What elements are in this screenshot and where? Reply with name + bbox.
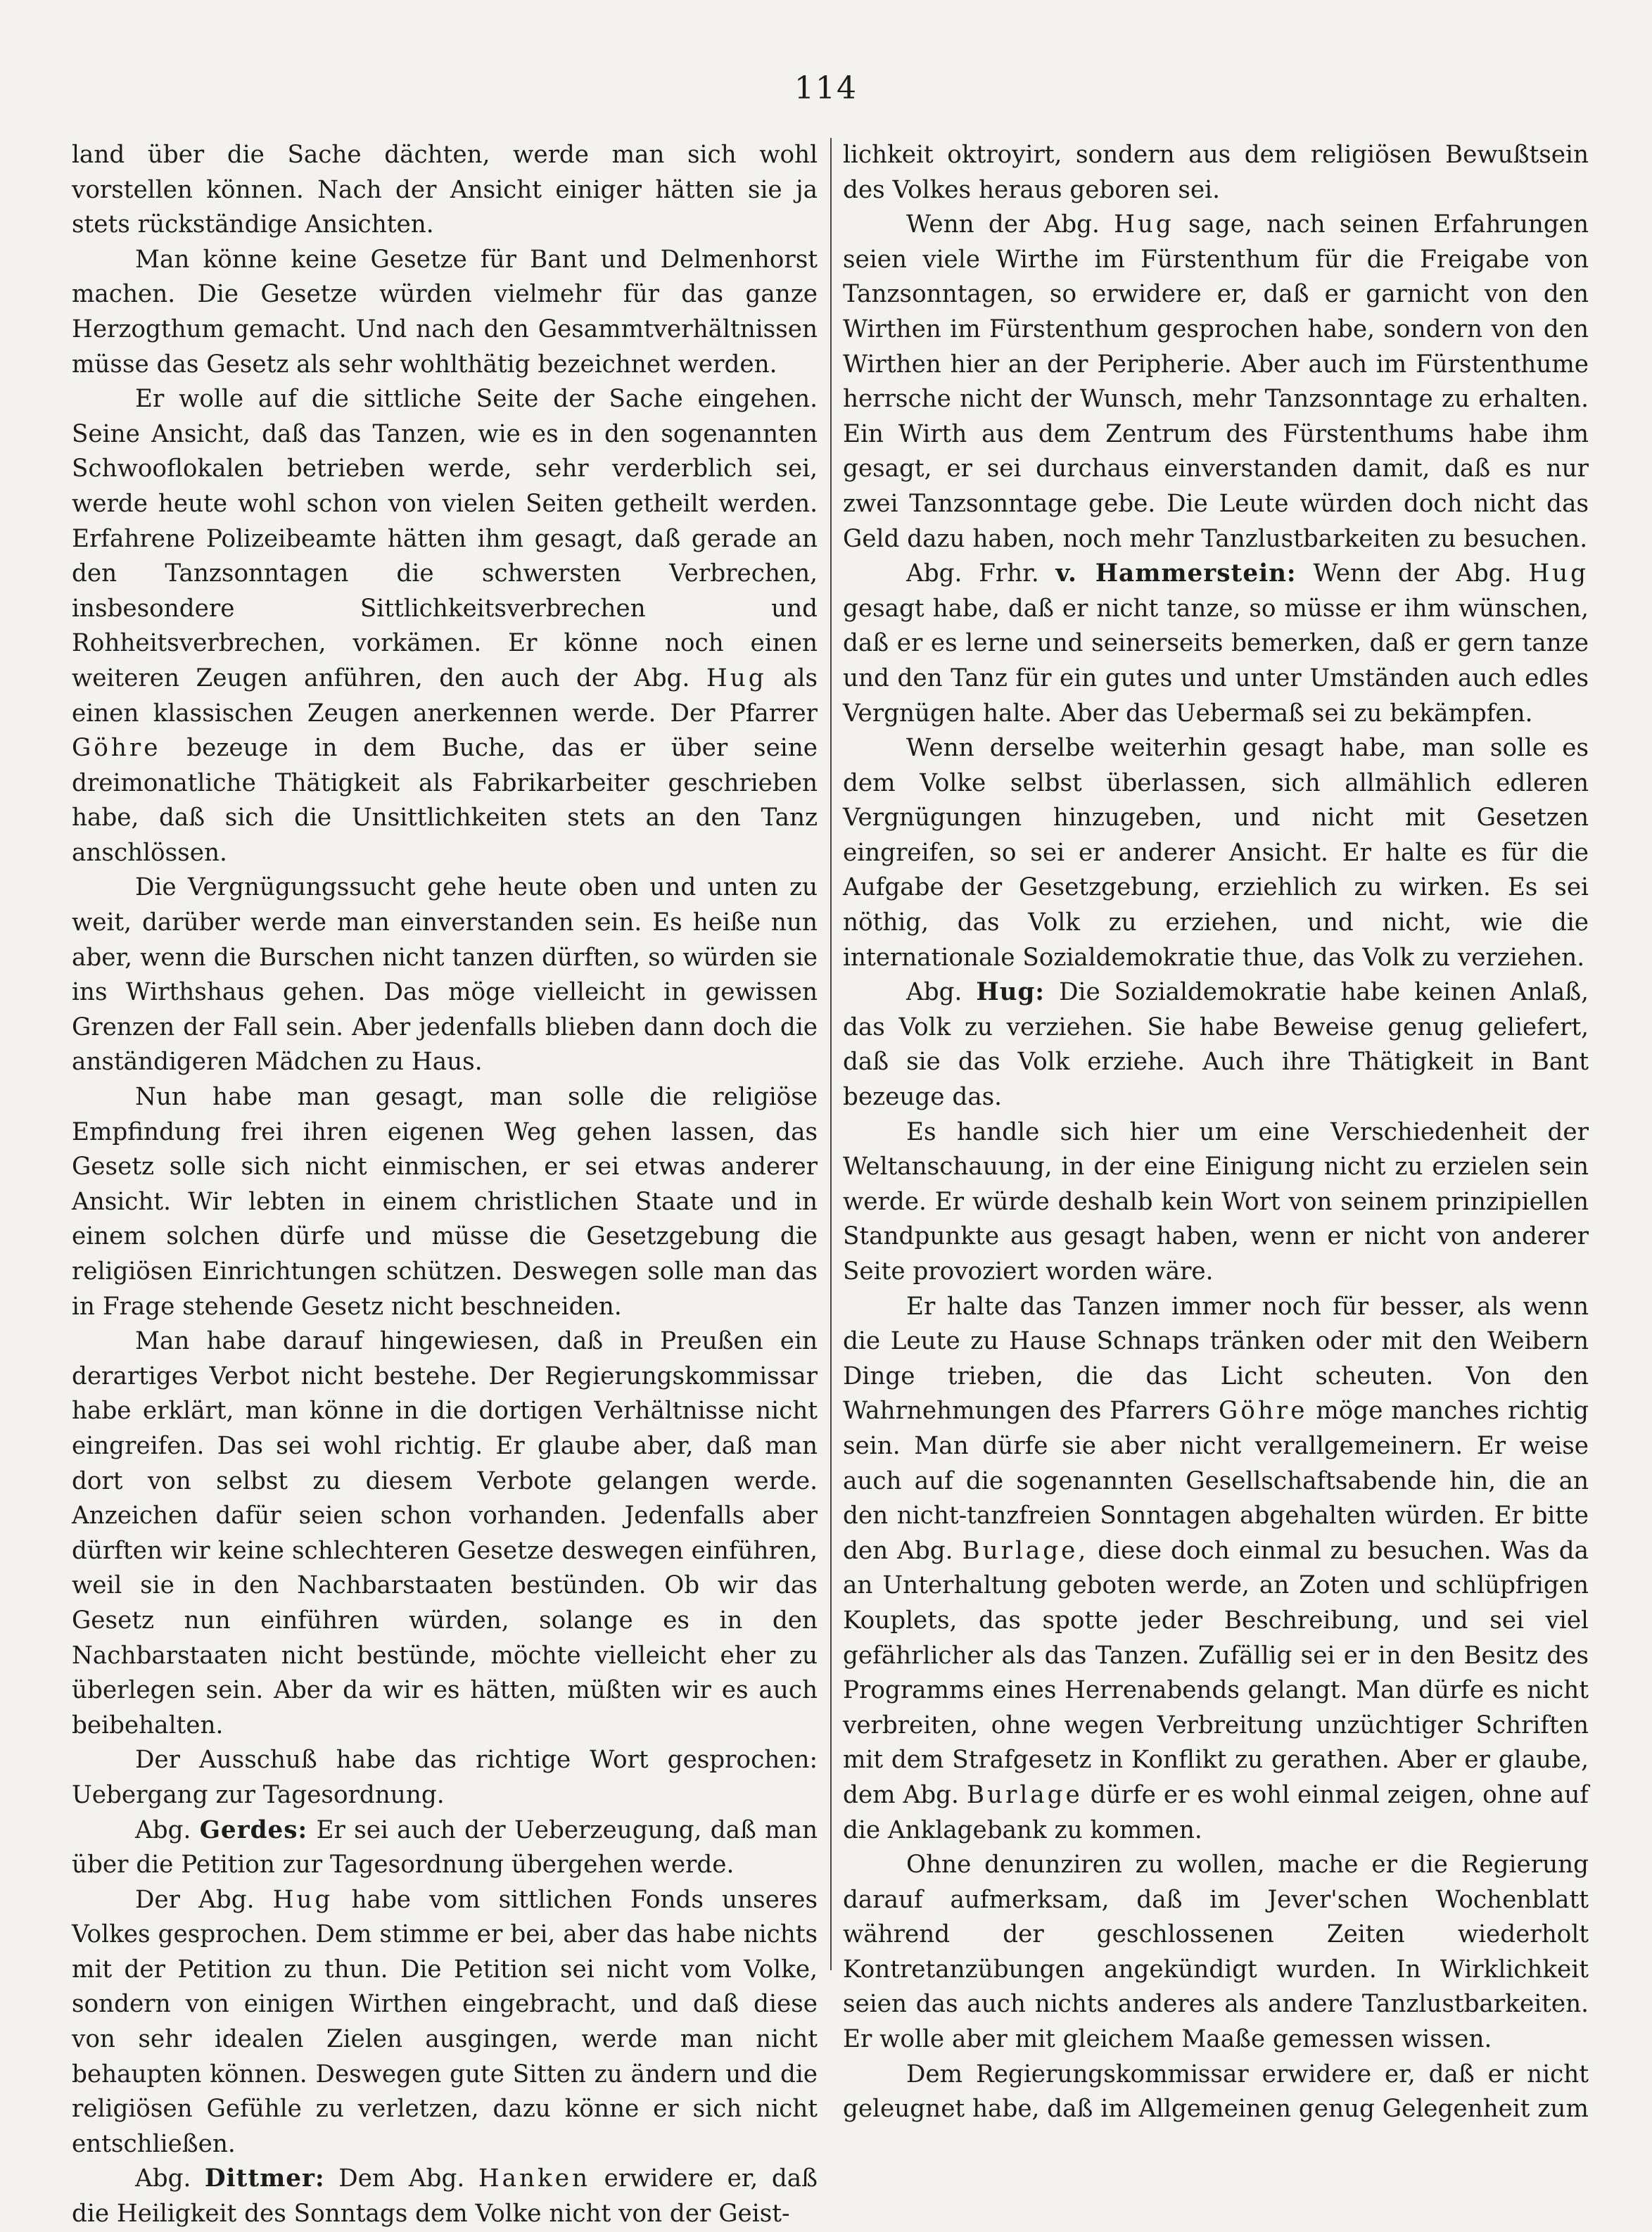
paragraph: Ohne denunziren zu wollen, mache er die Regierung darauf aufmerksam, daß im Jever'schen Wochenblatt während der geschlossenen Zeiten wiederholt Kontretanzübungen angekündigt wurden. In Wirklichkeit seien das auch nichts anderes als andere Tanzlustbarkeiten. Er wolle aber mit gleichem Maaße gemessen wissen. [843,1851,1589,2054]
page-number: 114 [794,70,858,106]
column-divider [830,138,832,1970]
paragraph: Man habe darauf hingewiesen, daß in Preußen ein derartiges Verbot nicht bestehe. Der Regierungskommissar habe erklärt, man könne in die dortigen Verhältnisse nicht eingreifen. Das sei wohl richtig. Er glaube aber, daß man dort von selbst zu diesem Verbote gelangen werde. Anzeichen dafür seien schon vorhanden. Jedenfalls aber dürften wir keine schlechteren Gesetze deswegen einführen, weil sie in den Nachbarstaaten bestünden. Ob wir das Gesetz nun einführen würden, solange es in den Nachbarstaaten nicht bestünde, möchte vielleicht eher zu überlegen sein. Aber da wir es hätten, müßten wir es auch beibehalten. [72,1327,818,1739]
person-name: Hug [1114,210,1174,239]
paragraph: Wenn der Abg. Hug sage, nach seinen Erfahrungen seien viele Wirthe im Fürstenthum für die Freigabe von Tanzsonntagen, so erwidere er, daß er garnicht von den Wirthen im Fürstenthum gesprochen habe, sondern von den Wirthen hier an der Peripherie. Aber auch im Fürstenthume herrsche nicht der Wunsch, mehr Tanzsonntage zu erhalten. Ein Wirth aus dem Zentrum des Fürstenthums habe ihm gesagt, er sei durchaus einverstanden damit, daß es nur zwei Tanzsonntage gebe. Die Leute würden doch nicht das Geld dazu haben, noch mehr Tanzlustbarkeiten zu besuchen. [843,210,1589,553]
paragraph: Man könne keine Gesetze für Bant und Delmenhorst machen. Die Gesetze würden vielmehr für das ganze Herzogthum gemacht. Und nach den Gesammtverhältnissen müsse das Gesetz als sehr wohlthätig bezeichnet werden. [72,245,818,379]
right-column [843,138,1589,2124]
person-name: Hanken [478,2164,590,2193]
person-name: Hug [272,1885,333,1914]
speaker-name: v. Hammerstein: [1055,559,1297,588]
person-name: Hug [706,664,767,692]
speaker-name: Dittmer: [204,2164,325,2193]
paragraph: Wenn derselbe weiterhin gesagt habe, man solle es dem Volke selbst überlassen, sich allmählich edleren Vergnügungen hinzugeben, und nicht mit Gesetzen eingreifen, so sei er anderer Ansicht. Er halte es für die Aufgabe der Gesetzgebung, erziehlich zu wirken. Es sei nöthig, das Volk zu erziehen, und nicht, wie die internationale Sozialdemokratie thue, das Volk zu verziehen. [843,734,1589,972]
paragraph: lichkeit oktroyirt, sondern aus dem religiösen Bewußtsein des Volkes heraus geboren sei. [843,141,1589,204]
paragraph: Die Vergnügungssucht gehe heute oben und unten zu weit, darüber werde man einverstanden sein. Es heiße nun aber, wenn die Burschen nicht tanzen dürften, so würden sie ins Wirthshaus gehen. Das möge vielleicht in gewissen Grenzen der Fall sein. Aber jedenfalls blieben dann doch die anständigeren Mädchen zu Haus. [72,873,818,1077]
person-name: Göhre [72,734,161,763]
person-name: Burlage, [962,1536,1089,1565]
paragraph: Es handle sich hier um eine Verschiedenheit der Weltanschauung, in der eine Einigung nicht zu erzielen sein werde. Er würde deshalb kein Wort von seinem prinzipiellen Standpunkte aus gesagt haben, wenn er nicht von anderer Seite provoziert worden wäre. [843,1117,1589,1286]
paragraph: Der Abg. Hug habe vom sittlichen Fonds unseres Volkes gesprochen. Dem stimme er bei, aber das habe nichts mit der Petition zu thun. Die Petition sei nicht vom Volke, sondern von einigen Wirthen eingebracht, und daß diese von sehr idealen Zielen ausgingen, werde man nicht behaupten können. Deswegen gute Sitten zu ändern und die religiösen Gefühle zu verletzen, dazu könne er sich nicht entschließen. [72,1885,818,2158]
speaker-name: Gerdes: [199,1815,308,1844]
paragraph: Dem Regierungskommissar erwidere er, daß er nicht geleugnet habe, daß im Allgemeinen genug Gelegenheit zum [843,2060,1589,2124]
speaker-name: Hug: [976,978,1046,1007]
person-name: Hug [1528,559,1589,588]
paragraph: Er wolle auf die sittliche Seite der Sache eingehen. Seine Ansicht, daß das Tanzen, wie es in den sogenannten Schwooflokalen betrieben werde, sehr verderblich sei, werde heute wohl schon von vielen Seiten getheilt werden. Erfahrene Polizeibeamte hätten ihm gesagt, daß gerade an den Tanzsonntagen die schwersten Verbrechen, insbesondere Sittlichkeitsverbrechen und Rohheitsverbrechen, vorkämen. Er könne noch einen weiteren Zeugen anführen, den auch der Abg. Hug als einen klassischen Zeugen anerkennen werde. Der Pfarrer Göhre bezeuge in dem Buche, das er über seine dreimonatliche Thätigkeit als Fabrikarbeiter geschrieben habe, daß sich die Unsittlichkeiten stets an den Tanz anschlössen. [72,385,818,867]
paragraph: Er halte das Tanzen immer noch für besser, als wenn die Leute zu Hause Schnaps tränken oder mit den Weibern Dinge trieben, die das Licht scheuten. Von den Wahrnehmungen des Pfarrers Göhre möge manches richtig sein. Man dürfe sie aber nicht verallgemeinern. Er weise auch auf die sogenannten Gesellschaftsabende hin, die an den nicht-tanzfreien Sonntagen abgehalten würden. Er bitte den Abg. Burlage, diese doch einmal zu besuchen. Was da an Unterhaltung geboten werde, an Zoten und schlüpfrigen Kouplets, das spotte jeder Beschreibung, und sei viel gefährlicher als das Tanzen. Zufällig sei er in den Besitz des Programms eines Herrenabends gelangt. Man dürfe es nicht verbreiten, ohne wegen Verbreitung unzüchtiger Schriften mit dem Strafgesetz in Konflikt zu gerathen. Aber er glaube, dem Abg. Burlage dürfe er es wohl einmal zeigen, ohne auf die Anklagebank zu kommen. [843,1292,1589,1844]
speaker-paragraph: Abg. Gerdes: Er sei auch der Ueberzeugung, daß man über die Petition zur Tagesordnung übergehen werde. [72,1815,818,1879]
person-name: Göhre [1218,1397,1308,1426]
person-name: Burlage [966,1780,1083,1809]
speaker-paragraph: Abg. Frhr. v. Hammerstein: Wenn der Abg. Hug gesagt habe, daß er nicht tanze, so müsse er ihm wünschen, daß er es lerne und seinerseits bemerken, daß er gern tanze und den Tanz für ein gutes und unter Umständen auch edles Vergnügen halte. Aber das Uebermaß sei zu bekämpfen. [843,559,1589,728]
paragraph: land über die Sache dächten, werde man sich wohl vorstellen können. Nach der Ansicht einiger hätten sie ja stets rückständige Ansichten. [72,141,818,239]
paragraph: Nun habe man gesagt, man solle die religiöse Empfindung frei ihren eigenen Weg gehen lassen, das Gesetz solle sich nicht einmischen, er sei etwas anderer Ansicht. Wir lebten in einem christlichen Staate und in einem solchen dürfe und müsse die Gesetzgebung die religiösen Einrichtungen schützen. Deswegen solle man das in Frage stehende Gesetz nicht beschneiden. [72,1083,818,1321]
paragraph: Der Ausschuß habe das richtige Wort gesprochen: Uebergang zur Tagesordnung. [72,1746,818,1809]
left-column [72,138,818,2228]
speaker-paragraph: Abg. Hug: Die Sozialdemokratie habe keinen Anlaß, das Volk zu verziehen. Sie habe Beweise genug geliefert, daß sie das Volk erziehe. Auch ihre Thätigkeit in Bant bezeuge das. [843,978,1589,1112]
speaker-paragraph: Abg. Dittmer: Dem Abg. Hanken erwidere er, daß die Heiligkeit des Sonntags dem Volke nicht von der Geist- [72,2164,818,2228]
